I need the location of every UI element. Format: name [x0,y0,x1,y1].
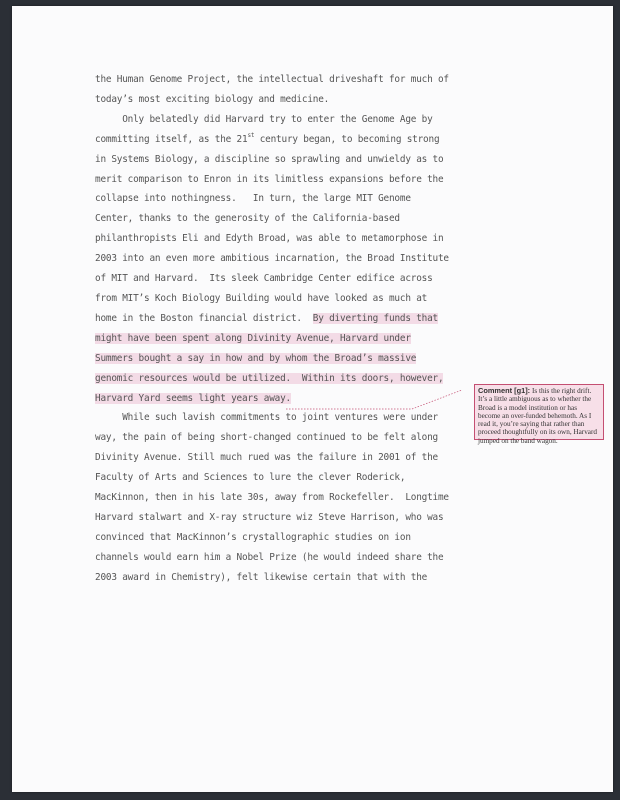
text-line: philanthropists Eli and Edyth Broad, was able to metamorphose in [95,233,444,245]
comment-label: Comment [g1]: [478,386,531,395]
text-line: 2003 award in Chemistry), felt likewise certain that with the [95,571,428,583]
text-line: merit comparison to Enron in its limitless expansions before the [95,173,444,185]
text-line: the Human Genome Project, the intellectual driveshaft for much of [95,74,449,85]
comment-balloon[interactable] [474,384,604,445]
text-line: in Systems Biology, a discipline so sprawling and unwieldy as to [95,153,444,165]
commented-text-highlight[interactable]: By diverting funds that [312,312,438,324]
text-segment: century began, to becoming strong [254,133,440,145]
text-line: Center, thanks to the generosity of the California-based [95,213,400,225]
text-line: convinced that MacKinnon’s crystallographic studies on ion [95,531,411,543]
superscript: st [247,131,255,139]
text-line: from MIT’s Koch Biology Building would have looked as much at [95,292,428,304]
text-line: today’s most exciting biology and medicine. [95,93,330,105]
text-line: Faculty of Arts and Sciences to lure the clever Roderick, [95,472,406,484]
text-line: of MIT and Harvard. Its sleek Cambridge Center edifice across [95,273,433,285]
commented-text-highlight[interactable]: genomic resources would be utilized. Within its doors, however, [95,372,444,384]
text-line: MacKinnon, then in his late 30s, away from Rockefeller. Longtime [95,492,449,504]
text-line: collapse into nothingness. In turn, the large MIT Genome [95,193,411,205]
commented-text-highlight[interactable]: Summers bought a say in how and by whom the Broad’s massive [95,352,417,364]
comment-text: Is this the right drift. It’s a little ambiguous as to whether the Broad is a model institution or has become an over-funded behemoth. As I read it, you’re saying that rather than proceed thoughtfully on its own, Harvard jumped on the band wagon. [478,387,597,445]
text-line: Harvard stalwart and X-ray structure wiz Steve Harrison, who was [95,511,444,523]
commented-text-highlight[interactable]: might have been spent along Divinity Avenue, Harvard under [95,332,411,344]
text-line: Only belatedly did Harvard try to enter the Genome Age by [95,113,433,125]
text-line: Divinity Avenue. Still much rued was the failure in 2001 of the [95,452,438,464]
text-line: channels would earn him a Nobel Prize (he would indeed share the [95,551,444,563]
text-line: way, the pain of being short-changed continued to be felt along [95,432,438,444]
text-line: 2003 into an even more ambitious incarnation, the Broad Institute [95,253,449,265]
commented-text-highlight[interactable]: Harvard Yard seems light years away. [95,392,291,404]
text-segment: home in the Boston financial district. [95,312,313,324]
document-page [12,6,613,792]
text-segment: committing itself, as the 21 [95,133,248,145]
text-line: While such lavish commitments to joint ventures were under [95,412,438,424]
